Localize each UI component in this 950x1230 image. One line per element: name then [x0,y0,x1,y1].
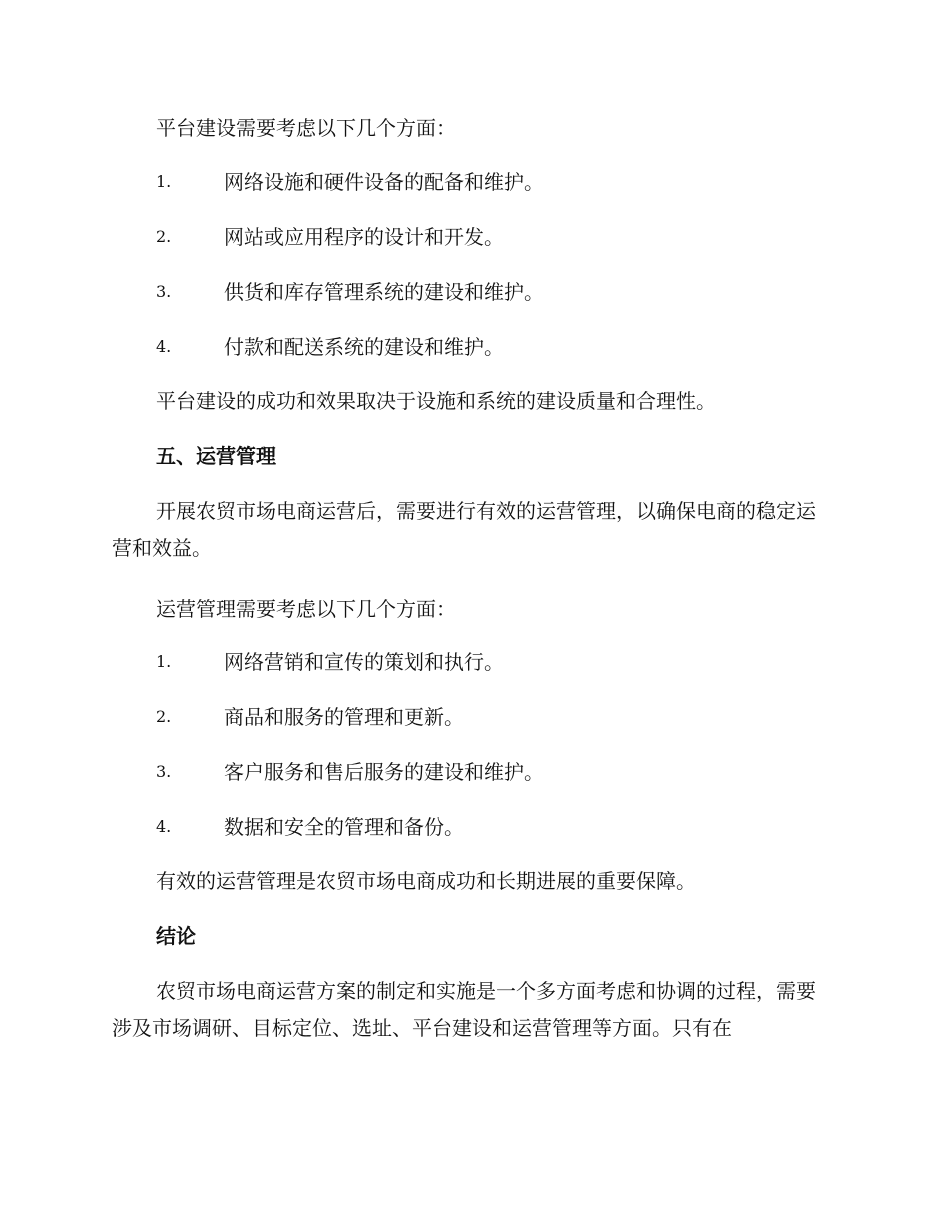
operations-intro: 运营管理需要考虑以下几个方面： [156,597,456,621]
operations-paragraph: 开展农贸市场电商运营后，需要进行有效的运营管理，以确保电商的稳定运营和效益。 [112,499,816,560]
list-text: 供货和库存管理系统的建设和维护。 [224,280,544,304]
platform-intro: 平台建设需要考虑以下几个方面： [156,116,456,140]
conclusion-heading: 结论 [156,924,196,948]
operations-heading: 五、运营管理 [156,444,276,468]
list-number: 1. [156,172,172,191]
list-number: 2. [156,707,172,726]
list-text: 网站或应用程序的设计和开发。 [224,225,504,249]
list-text: 数据和安全的管理和备份。 [224,815,464,839]
list-text: 网络设施和硬件设备的配备和维护。 [224,170,544,194]
list-number: 3. [156,762,172,781]
list-number: 4. [156,337,172,356]
list-text: 客户服务和售后服务的建设和维护。 [224,760,544,784]
conclusion-paragraph: 农贸市场电商运营方案的制定和实施是一个多方面考虑和协调的过程，需要涉及市场调研、目标定位、选址、平台建设和运营管理等方面。只有在 [112,979,816,1040]
list-number: 2. [156,227,172,246]
list-number: 3. [156,282,172,301]
list-text: 网络营销和宣传的策划和执行。 [224,650,504,674]
list-number: 4. [156,817,172,836]
list-text: 商品和服务的管理和更新。 [224,705,464,729]
list-text: 付款和配送系统的建设和维护。 [224,335,504,359]
platform-summary: 平台建设的成功和效果取决于设施和系统的建设质量和合理性。 [156,389,716,413]
list-number: 1. [156,652,172,671]
operations-summary: 有效的运营管理是农贸市场电商成功和长期进展的重要保障。 [156,869,696,893]
